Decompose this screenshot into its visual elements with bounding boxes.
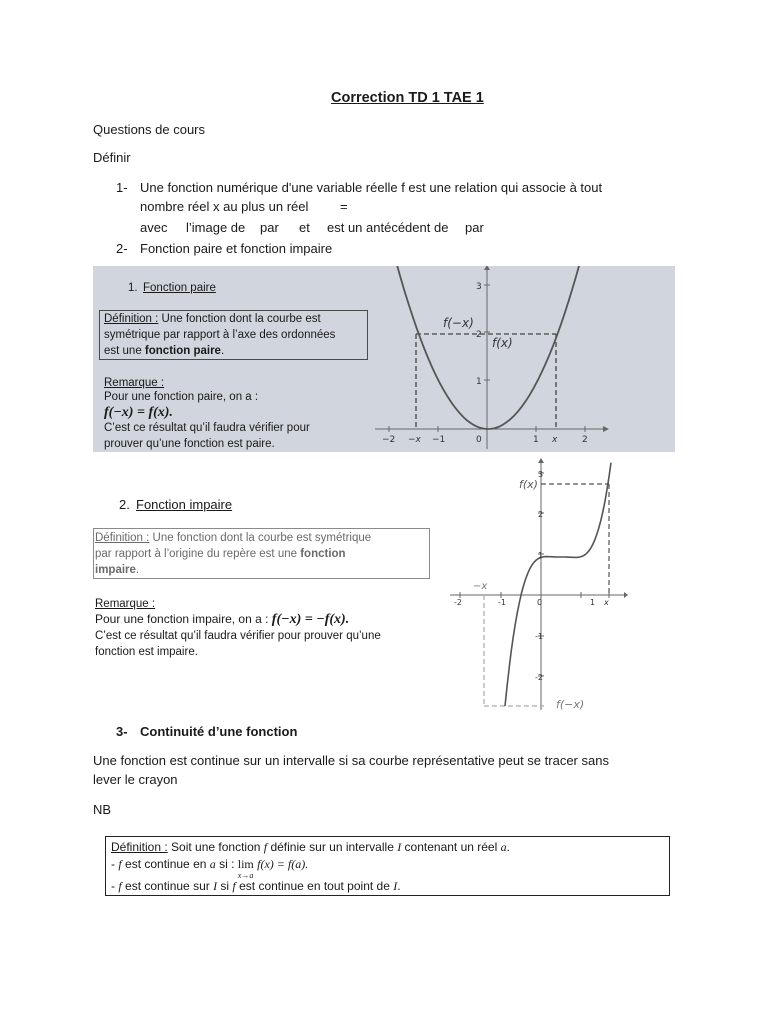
f-minus-x-label: f(−x)	[556, 698, 585, 711]
odd-function-graph	[448, 458, 628, 714]
x-tick-label: x	[552, 435, 558, 445]
defbox-line3: - f est continue sur I si f est continue en tout point de I.	[111, 879, 401, 893]
item1-line3-part: par	[260, 220, 279, 235]
item2-text: Fonction paire et fonction impaire	[140, 241, 333, 256]
even-function-graph	[370, 266, 610, 452]
paire-def-line1: Définition : Une fonction dont la courbe est	[104, 313, 321, 325]
page-title: Correction TD 1 TAE 1	[331, 90, 484, 106]
x-axis-arrow	[624, 592, 628, 598]
item1-line2: nombre réel x au plus un réel	[140, 199, 309, 214]
continuity-line2: lever le crayon	[93, 772, 178, 787]
paire-heading: Fonction paire	[143, 282, 216, 294]
impaire-def-line1: Définition : Une fonction dont la courbe est symétrique	[95, 532, 372, 544]
x-tick-label: −2	[382, 435, 396, 445]
item1-line3-part: par	[465, 220, 484, 235]
y-tick-label: 2	[538, 510, 544, 519]
item-number: 3-	[116, 724, 128, 739]
paire-remark-line3: C’est ce résultat qu’il faudra vérifier pour	[104, 422, 310, 434]
impaire-remark-line3: fonction est impaire.	[95, 646, 198, 658]
x-tick-label: 1	[533, 435, 539, 445]
paire-def-line2: symétrique par rapport à l’axe des ordonnées	[104, 329, 336, 341]
impaire-remark-line2: C’est ce résultat qu’il faudra vérifier pour prouver qu’une	[95, 630, 381, 642]
impaire-def-line2: par rapport à l’origine du repère est une fonction	[95, 548, 346, 560]
impaire-remark-label: Remarque :	[95, 598, 156, 610]
item1-line3-part: et	[299, 220, 310, 235]
defbox-line2: - f est continue en a si : lim x→a f(x) = f(a).	[111, 857, 309, 880]
item-number: 2-	[116, 241, 128, 256]
item1-line3-part: l’image de	[186, 220, 246, 235]
y-tick-label: 3	[538, 470, 544, 479]
y-tick-label: -2	[535, 673, 543, 682]
item1-line3-part: est un antécédent de	[327, 220, 449, 235]
parabola-curve	[389, 266, 589, 429]
definir-label: Définir	[93, 150, 131, 165]
item1-line3-part: avec	[140, 220, 168, 235]
f-x-label: f(x)	[519, 478, 538, 491]
impaire-heading-number: 2.	[119, 497, 130, 512]
impaire-remark-line1: Pour une fonction impaire, on a : f(−x) = −f(x).	[95, 612, 350, 627]
paire-heading-number: 1.	[128, 282, 138, 294]
f-x-label: f(x)	[492, 336, 513, 350]
impaire-def-line3: impaire.	[95, 564, 140, 576]
paire-formula: f(−x) = f(x).	[104, 405, 173, 420]
nb-label: NB	[93, 802, 112, 817]
x-tick-label: 2	[582, 435, 588, 445]
impaire-heading: Fonction impaire	[136, 497, 233, 512]
y-axis-arrow	[538, 458, 544, 463]
paire-def-line3: est une fonction paire.	[104, 345, 225, 357]
f-minus-x-label: f(−x)	[443, 316, 474, 330]
paire-remark-line4: prouver qu’une fonction est paire.	[104, 438, 275, 450]
y-tick-label: 3	[476, 282, 482, 292]
x-tick-label: 0	[476, 435, 482, 445]
item1-equals: =	[340, 199, 348, 214]
x-tick-label: −x	[408, 435, 421, 445]
paire-remark-line1: Pour une fonction paire, on a :	[104, 391, 259, 403]
y-tick-label: -1	[535, 632, 543, 641]
x-tick-label: 1	[590, 598, 596, 607]
defbox-line1: Définition : Soit une fonction f définie sur un intervalle I contenant un réel a.	[111, 840, 510, 854]
x-tick-label: x	[604, 598, 609, 607]
item1-line1: Une fonction numérique d'une variable réelle f est une relation qui associe à tout	[140, 180, 603, 195]
y-tick-label: 1	[476, 377, 482, 387]
item-number: 1-	[116, 180, 128, 195]
paire-remark-label: Remarque :	[104, 377, 165, 389]
item3-text: Continuité d’une fonction	[140, 724, 298, 739]
x-tick-label: 0	[537, 598, 543, 607]
x-axis-arrow	[603, 426, 609, 432]
x-tick-label: -2	[454, 598, 462, 607]
y-axis-arrow	[484, 266, 490, 270]
x-tick-label: -1	[498, 598, 506, 607]
x-tick-label: −1	[432, 435, 446, 445]
y-tick-label: 1	[538, 551, 544, 560]
minus-x-label: −x	[473, 581, 488, 592]
continuity-line1: Une fonction est continue sur un intervalle si sa courbe représentative peut se tracer sans	[93, 753, 609, 768]
cubic-curve	[505, 463, 611, 706]
questions-heading: Questions de cours	[93, 122, 206, 137]
y-tick-label: 2	[476, 330, 482, 340]
